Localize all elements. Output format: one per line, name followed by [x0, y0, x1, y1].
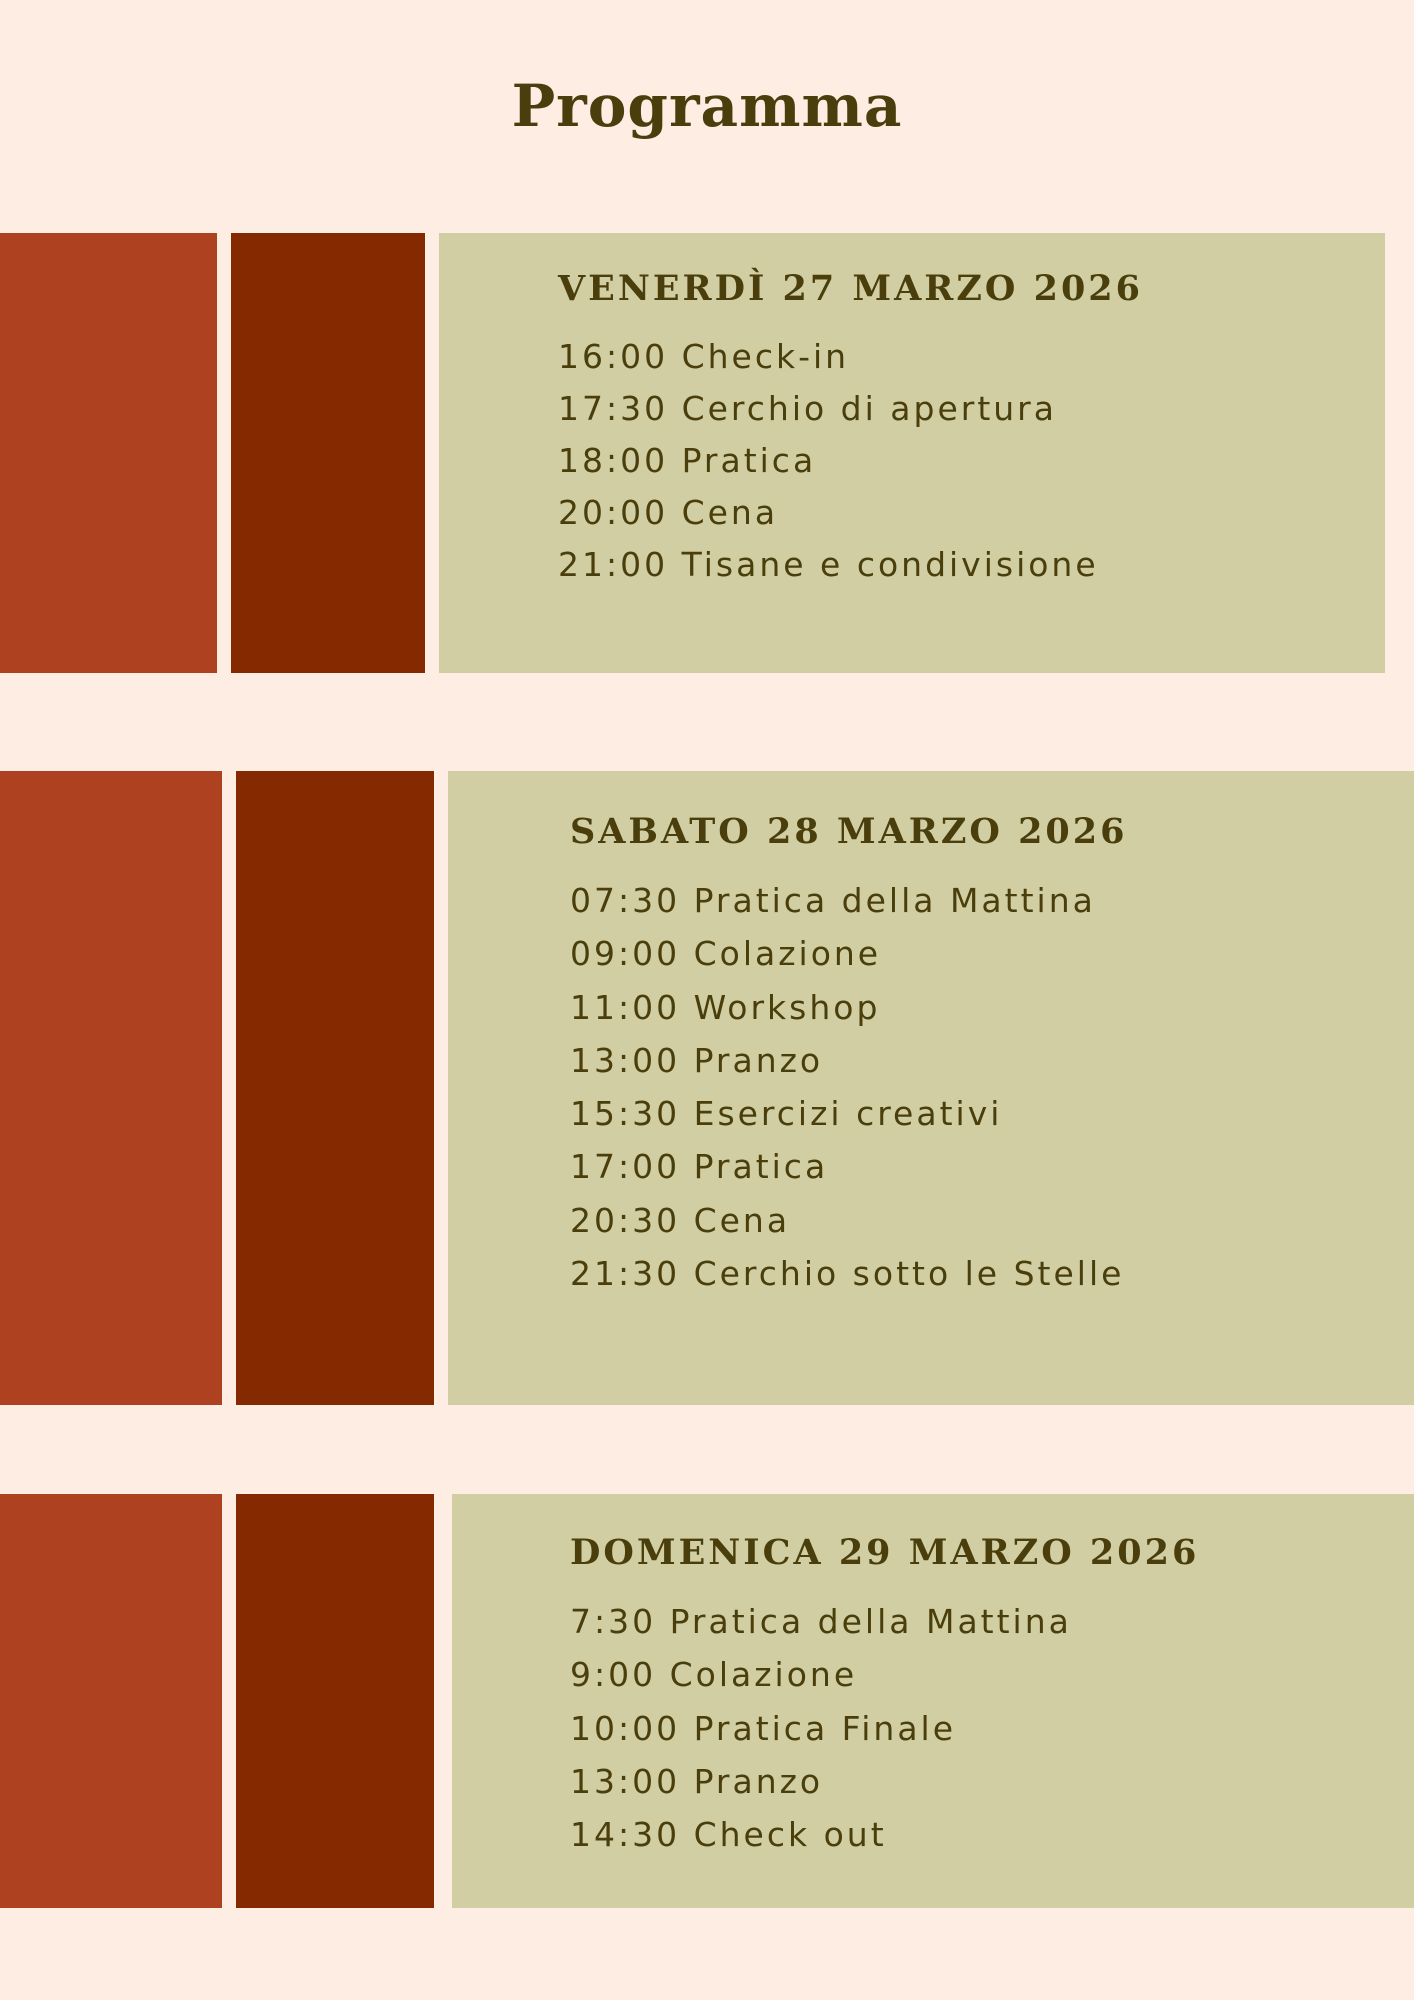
schedule-item: 14:30 Check out	[570, 1815, 887, 1855]
schedule-panel	[448, 771, 1414, 1405]
schedule-item: 21:00 Tisane e condivisione	[558, 545, 1099, 584]
schedule-list	[570, 874, 1414, 1300]
schedule-item: 20:00 Cena	[558, 493, 779, 532]
schedule-item: 18:00 Pratica	[558, 441, 817, 480]
schedule-item: 9:00 Colazione	[570, 1655, 858, 1695]
day-heading: VENERDÌ 27 MARZO 2026	[558, 268, 1144, 309]
schedule-panel	[439, 233, 1385, 673]
schedule-item: 13:00 Pranzo	[570, 1761, 824, 1801]
schedule-list	[558, 331, 1385, 591]
decorative-bar	[0, 771, 222, 1405]
schedule-item: 17:00 Pratica	[570, 1147, 829, 1187]
day-heading: SABATO 28 MARZO 2026	[570, 811, 1128, 852]
schedule-item: 09:00 Colazione	[570, 934, 882, 974]
schedule-item: 15:30 Esercizi creativi	[570, 1094, 1003, 1134]
schedule-item: 16:00 Check-in	[558, 337, 850, 376]
schedule-item: 10:00 Pratica Finale	[570, 1708, 957, 1748]
schedule-panel	[452, 1494, 1414, 1908]
decorative-bar	[231, 233, 425, 673]
schedule-item: 07:30 Pratica della Mattina	[570, 881, 1096, 920]
schedule-item: 11:00 Workshop	[570, 987, 881, 1027]
decorative-bar	[0, 233, 217, 673]
schedule-item: 20:30 Cena	[570, 1200, 791, 1240]
day-heading: DOMENICA 29 MARZO 2026	[570, 1532, 1200, 1573]
decorative-bar	[236, 1494, 434, 1908]
schedule-item: 21:30 Cerchio sotto le Stelle	[570, 1254, 1125, 1294]
decorative-bar	[236, 771, 434, 1405]
decorative-bar	[0, 1494, 222, 1908]
page-title: Programma	[511, 72, 903, 140]
schedule-list	[570, 1595, 1414, 1861]
schedule-item: 17:30 Cerchio di apertura	[558, 389, 1057, 428]
schedule-item: 7:30 Pratica della Mattina	[570, 1602, 1072, 1641]
schedule-item: 13:00 Pranzo	[570, 1040, 824, 1080]
